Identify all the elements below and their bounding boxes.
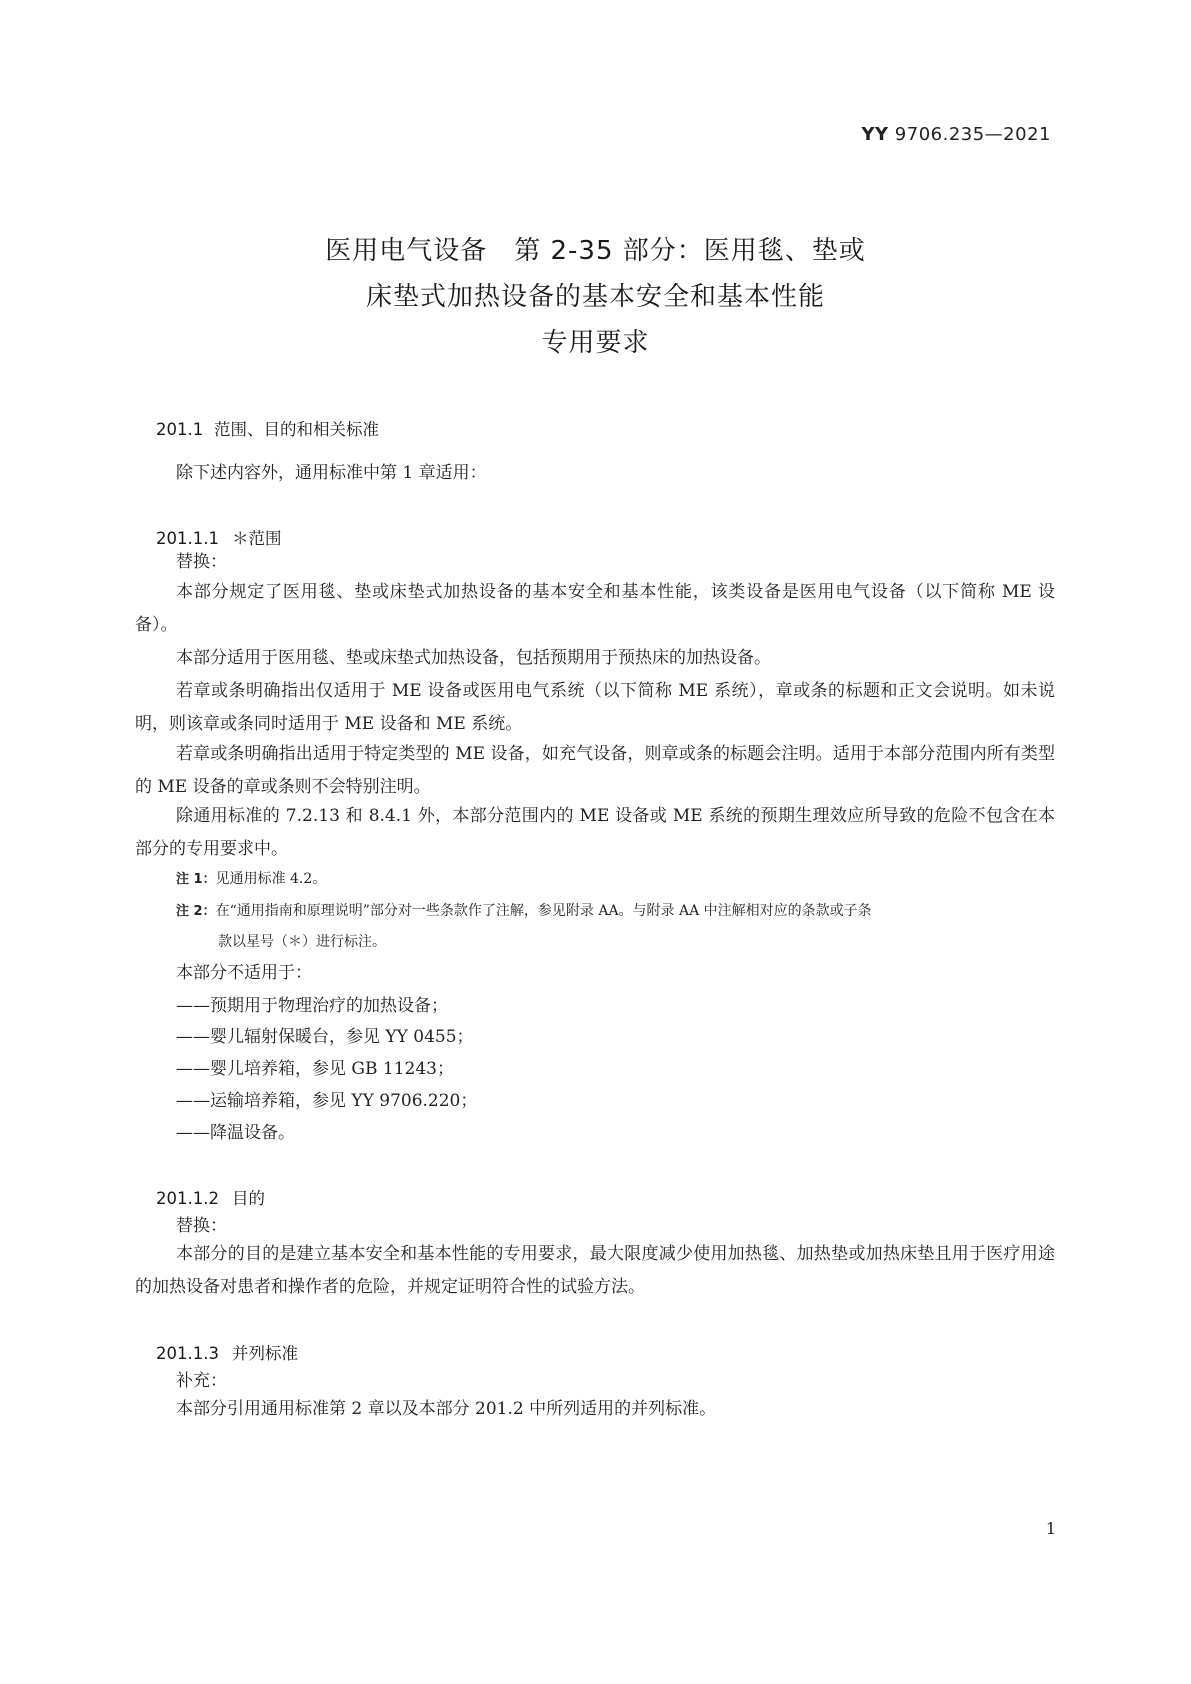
section-title: 并列标准 [231, 1344, 298, 1363]
standard-prefix: YY [861, 124, 889, 145]
standard-number: 9706.235—2021 [894, 124, 1051, 145]
section-title: 范围、目的和相关标准 [213, 420, 379, 439]
note-1 [176, 864, 1056, 895]
title-line-3: 专用要求 [541, 328, 650, 358]
not-apply-label: 本部分不适用于： [176, 963, 312, 983]
exclusion-item: ——降温设备。 [176, 1123, 295, 1143]
note-2 [176, 896, 1056, 958]
supplement-label: 补充： [176, 1371, 227, 1391]
paragraph: 除通用标准的 7.2.13 和 8.4.1 外，本部分范围内的 ME 设备或 ME 系统的预期生理效应所导致的危险不包含在本部分的专用要求中。 [135, 806, 1055, 859]
exclusion-item: ——婴儿辐射保暖台，参见 YY 0455； [176, 1027, 474, 1047]
document-title [0, 228, 1191, 366]
note-label: 注 2： [176, 904, 216, 919]
paragraph: 本部分引用通用标准第 2 章以及本部分 201.2 中所列适用的并列标准。 [176, 1399, 717, 1419]
note-text: 见通用标准 4.2。 [215, 871, 327, 887]
section-intro: 除下述内容外，通用标准中第 1 章适用： [176, 463, 487, 483]
paragraph: 若章或条明确指出适用于特定类型的 ME 设备，如充气设备，则章或条的标题会注明。适用于本部分范围内所有类型的 ME 设备的章或条则不会特别注明。 [135, 744, 1055, 797]
section-number: 201.1.2 [155, 1189, 219, 1208]
page-number: 1 [1045, 1519, 1056, 1538]
paragraph: 本部分规定了医用毯、垫或床垫式加热设备的基本安全和基本性能，该类设备是医用电气设备（以下简称 ME 设备）。 [135, 582, 1055, 635]
section-number: 201.1.3 [155, 1344, 219, 1363]
exclusion-item: ——运输培养箱，参见 YY 9706.220； [176, 1091, 478, 1111]
exclusion-item: ——预期用于物理治疗的加热设备； [176, 996, 448, 1016]
paragraph: 本部分适用于医用毯、垫或床垫式加热设备，包括预期用于预热床的加热设备。 [176, 648, 771, 668]
section-number: 201.1 [155, 420, 204, 439]
note-text: 在“通用指南和原理说明”部分对一些条款作了注解，参见附录 AA。与附录 AA 中注解相对应的条款或子条 [215, 903, 872, 919]
paragraph: 本部分的目的是建立基本安全和基本性能的专用要求，最大限度减少使用加热毯、加热垫或加热床垫且用于医疗用途的加热设备对患者和操作者的危险，并规定证明符合性的试验方法。 [135, 1244, 1055, 1297]
paragraph: 若章或条明确指出仅适用于 ME 设备或医用电气系统（以下简称 ME 系统），章或条的标题和正文会说明。如未说明，则该章或条同时适用于 ME 设备和 ME 系统。 [135, 681, 1055, 734]
note-label: 注 1： [176, 872, 216, 887]
section-title: 目的 [231, 1189, 265, 1208]
replace-label: 替换： [176, 1216, 227, 1236]
section-title: ＊范围 [231, 529, 282, 548]
title-line-2: 床垫式加热设备的基本安全和基本性能 [365, 282, 825, 312]
standard-code [861, 124, 1051, 145]
section-heading-201-1 [135, 397, 379, 459]
exclusion-item: ——婴儿培养箱，参见 GB 11243； [176, 1059, 454, 1079]
note-text-continued: 款以星号（＊）进行标注。 [218, 934, 386, 950]
replace-label: 替换： [176, 552, 227, 572]
title-line-1: 医用电气设备 第 2-35 部分：医用毯、垫或 [325, 236, 866, 266]
section-number: 201.1.1 [155, 529, 219, 548]
